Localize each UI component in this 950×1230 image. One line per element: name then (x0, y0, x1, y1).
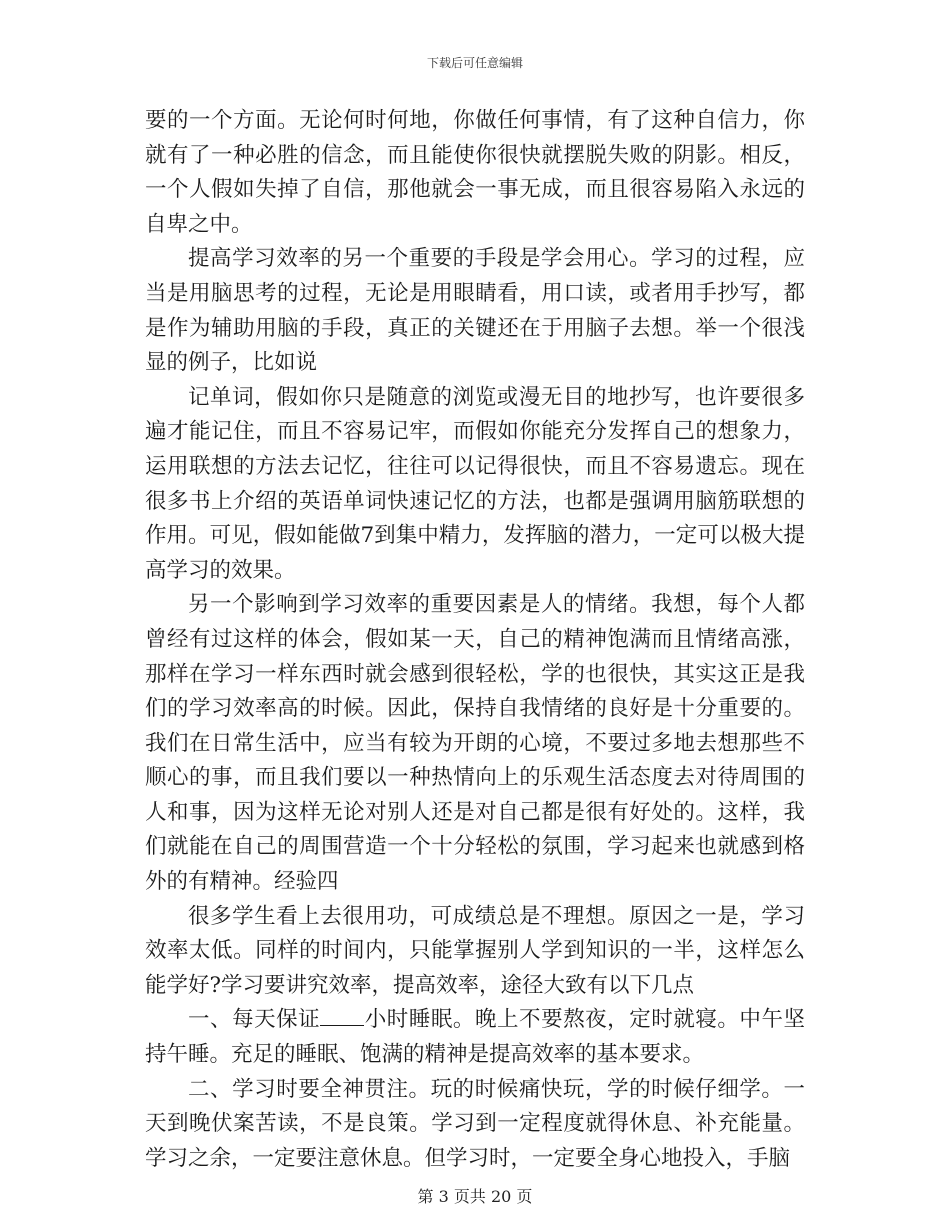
document-body (145, 104, 805, 1176)
paragraph-4: 另一个影响到学习效率的重要因素是人的情绪。我想，每个人都曾经有过这样的体会，假如某一天，自己的精神饱满而且情绪高涨，那样在学习一样东西时就会感到很轻松，学的也很快，其实这正是我们的学习效率高的时候。因此，保持自我情绪的良好是十分重要的。我们在日常生活中，应当有较为开朗的心境，不要过多地去想那些不顺心的事，而且我们要以一种热情向上的乐观生活态度去对待周围的人和事，因为这样无论对别人还是对自己都是很有好处的。这样，我们就能在自己的周围营造一个十分轻松的氛围，学习起来也就感到格外的有精神。经验四 (145, 592, 805, 895)
page-footer: 第 3 页共 20 页 (417, 1187, 533, 1206)
fill-in-blank (320, 1005, 364, 1026)
page-header: 下载后可任意编辑 (426, 56, 523, 70)
paragraph-6-rest: 小时睡眠。晚上不要熬夜，定时就寝。中午坚持午睡。充足的睡眠、饱满的精神是提高效率的基本要求。 (145, 1007, 805, 1068)
paragraph-6-lead: 一、每天保证 (188, 1007, 321, 1033)
paragraph-7: 二、学习时要全神贯注。玩的时候痛快玩，学的时候仔细学。一天到晚伏案苦读，不是良策。学习到一定程度就得休息、补充能量。学习之余，一定要注意休息。但学习时，一定要全身心地投入，手脑 (145, 1076, 805, 1171)
paragraph-3: 记单词，假如你只是随意的浏览或漫无目的地抄写，也许要很多遍才能记住，而且不容易记牢，而假如你能充分发挥自己的想象力，运用联想的方法去记忆，往往可以记得很快，而且不容易遗忘。现在很多书上介绍的英语单词快速记忆的方法，也都是强调用脑筋联想的作用。可见，假如能做7到集中精力，发挥脑的潜力，一定可以极大提高学习的效果。 (145, 384, 805, 583)
paragraph-1: 要的一个方面。无论何时何地，你做任何事情，有了这种自信力，你就有了一种必胜的信念，而且能使你很快就摆脱失败的阴影。相反，一个人假如失掉了自信，那他就会一事无成，而且很容易陷入永远的自卑之中。 (145, 108, 805, 237)
paragraph-2: 提高学习效率的另一个重要的手段是学会用心。学习的过程，应当是用脑思考的过程，无论是用眼睛看，用口读，或者用手抄写，都是作为辅助用脑的手段，真正的关键还在于用脑子去想。举一个很浅显的例子，比如说 (145, 246, 805, 376)
paragraph-5: 很多学生看上去很用功，可成绩总是不理想。原因之一是，学习效率太低。同样的时间内，只能掌握别人学到知识的一半，这样怎么能学好?学习要讲究效率，提高效率，途径大致有以下几点 (145, 903, 805, 998)
paragraph-6 (145, 1003, 805, 1072)
